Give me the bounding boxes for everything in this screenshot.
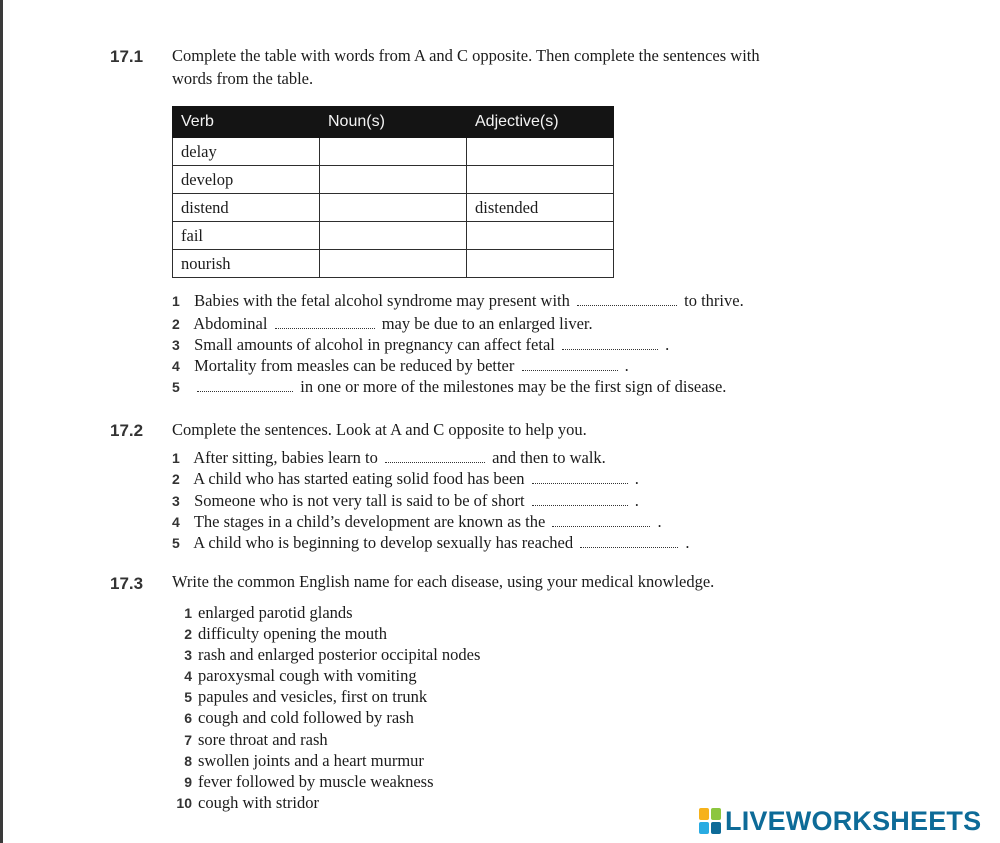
answer-blank[interactable] — [522, 369, 618, 371]
adjective-answer-cell[interactable] — [467, 222, 614, 250]
sentence-number: 5 — [172, 379, 180, 395]
answer-blank[interactable] — [580, 546, 678, 548]
noun-answer-cell[interactable] — [320, 250, 467, 278]
adjective-answer-cell[interactable] — [467, 166, 614, 194]
disease-item — [172, 665, 417, 687]
exercise-17-1-instruction — [172, 44, 760, 90]
item-text: swollen joints and a heart murmur — [198, 751, 424, 770]
item-number: 4 — [184, 668, 192, 684]
header-adjectives: Adjective(s) — [467, 107, 614, 138]
sentence-text: to thrive. — [684, 291, 744, 310]
disease-item — [172, 707, 414, 729]
sentence-number: 4 — [172, 514, 180, 530]
sentence-text: in one or more of the milestones may be the first sign of disease. — [300, 377, 727, 396]
sentence-text: Babies with the fetal alcohol syndrome may present with — [194, 291, 570, 310]
item-text: cough and cold followed by rash — [198, 708, 414, 727]
item-number: 8 — [184, 753, 192, 769]
header-nouns: Noun(s) — [320, 107, 467, 138]
sentence-text: Mortality from measles can be reduced by better — [194, 356, 515, 375]
disease-item — [172, 686, 427, 708]
disease-item — [172, 644, 480, 666]
verb-cell: distend — [173, 194, 320, 222]
sentence-number: 4 — [172, 358, 180, 374]
sentence-number: 2 — [172, 316, 180, 332]
item-number: 10 — [176, 795, 192, 811]
disease-item — [172, 792, 319, 814]
noun-answer-cell[interactable] — [320, 222, 467, 250]
exercise-17-2-instruction: Complete the sentences. Look at A and C opposite to help you. — [172, 420, 587, 439]
instruction-line: words from the table. — [172, 69, 314, 88]
sentence-text: A child who has started eating solid food has been — [193, 469, 525, 488]
sentence-text: Small amounts of alcohol in pregnancy can affect fetal — [194, 335, 555, 354]
sentence-number: 1 — [172, 450, 180, 466]
sentence-text: . — [665, 335, 670, 354]
item-number: 3 — [184, 647, 192, 663]
item-number: 5 — [184, 689, 192, 705]
disease-item — [172, 623, 387, 645]
sentence-number: 5 — [172, 535, 180, 551]
exercise-17-3-instruction: Write the common English name for each disease, using your medical knowledge. — [172, 572, 715, 591]
item-number: 9 — [184, 774, 192, 790]
sentence-text: . — [624, 356, 629, 375]
sentence-text: . — [634, 469, 639, 488]
sentence-text: A child who is beginning to develop sexually has reached — [193, 533, 574, 552]
item-text: cough with stridor — [198, 793, 319, 812]
liveworksheets-logo-text: LIVEWORKSHEETS — [725, 805, 982, 836]
liveworksheets-logo[interactable] — [699, 806, 981, 836]
exercise-17-3-number: 17.3 — [110, 574, 144, 593]
ex2-sentence — [172, 532, 689, 554]
disease-item — [172, 729, 328, 751]
answer-blank[interactable] — [532, 482, 628, 484]
sentence-text: The stages in a child’s development are known as the — [193, 512, 546, 531]
verb-cell: nourish — [173, 250, 320, 278]
verb-cell: develop — [173, 166, 320, 194]
instruction-line: Complete the table with words from A and C opposite. Then complete the sentences with — [172, 46, 760, 65]
sentence-text: After sitting, babies learn to — [193, 448, 378, 467]
disease-item — [172, 750, 424, 772]
word-formation-table — [172, 106, 614, 278]
answer-blank[interactable] — [275, 327, 375, 329]
sentence-number: 3 — [172, 493, 180, 509]
noun-answer-cell[interactable] — [320, 166, 467, 194]
noun-answer-cell[interactable] — [320, 194, 467, 222]
sentence-text: and then to walk. — [492, 448, 606, 467]
noun-answer-cell[interactable] — [320, 138, 467, 166]
answer-blank[interactable] — [552, 525, 650, 527]
adjective-cell: distended — [467, 194, 614, 222]
disease-item — [172, 602, 353, 624]
item-text: difficulty opening the mouth — [198, 624, 387, 643]
answer-blank[interactable] — [532, 504, 628, 506]
item-text: rash and enlarged posterior occipital nodes — [198, 645, 481, 664]
sentence-text: may be due to an enlarged liver. — [381, 314, 593, 333]
ex2-sentence — [172, 468, 639, 490]
answer-blank[interactable] — [385, 461, 485, 463]
table-row — [173, 250, 614, 278]
header-verb: Verb — [173, 107, 320, 138]
page-edge-rule — [0, 0, 3, 843]
ex1-sentence — [172, 313, 593, 335]
item-text: paroxysmal cough with vomiting — [198, 666, 417, 685]
sentence-number: 1 — [172, 293, 180, 309]
item-number: 1 — [184, 605, 192, 621]
item-number: 7 — [184, 732, 192, 748]
table-row — [173, 166, 614, 194]
sentence-text: . — [634, 491, 639, 510]
table-row — [173, 138, 614, 166]
item-text: papules and vesicles, first on trunk — [198, 687, 428, 706]
exercise-17-1-number: 17.1 — [110, 47, 144, 66]
answer-blank[interactable] — [197, 390, 293, 392]
ex2-sentence — [172, 490, 639, 512]
verb-cell: delay — [173, 138, 320, 166]
adjective-answer-cell[interactable] — [467, 138, 614, 166]
sentence-text: . — [685, 533, 690, 552]
disease-item — [172, 771, 434, 793]
ex1-sentence — [172, 334, 669, 356]
answer-blank[interactable] — [562, 348, 658, 350]
ex1-sentence — [172, 290, 744, 312]
table-row — [173, 222, 614, 250]
sentence-number: 3 — [172, 337, 180, 353]
item-text: fever followed by muscle weakness — [198, 772, 434, 791]
table-header-row — [173, 107, 614, 138]
item-number: 2 — [184, 626, 192, 642]
answer-blank[interactable] — [577, 304, 677, 306]
item-text: sore throat and rash — [198, 730, 328, 749]
liveworksheets-logo-icon — [699, 808, 721, 834]
sentence-text: Someone who is not very tall is said to be of short — [194, 491, 525, 510]
ex2-sentence — [172, 447, 606, 469]
ex2-sentence — [172, 511, 662, 533]
exercise-17-2-number: 17.2 — [110, 421, 144, 440]
sentence-number: 2 — [172, 471, 180, 487]
sentence-text: Abdominal — [193, 314, 268, 333]
adjective-answer-cell[interactable] — [467, 250, 614, 278]
verb-cell: fail — [173, 222, 320, 250]
item-text: enlarged parotid glands — [198, 603, 353, 622]
ex1-sentence — [172, 355, 629, 377]
sentence-text: . — [657, 512, 662, 531]
table-row — [173, 194, 614, 222]
ex1-sentence — [172, 376, 726, 398]
item-number: 6 — [184, 710, 192, 726]
